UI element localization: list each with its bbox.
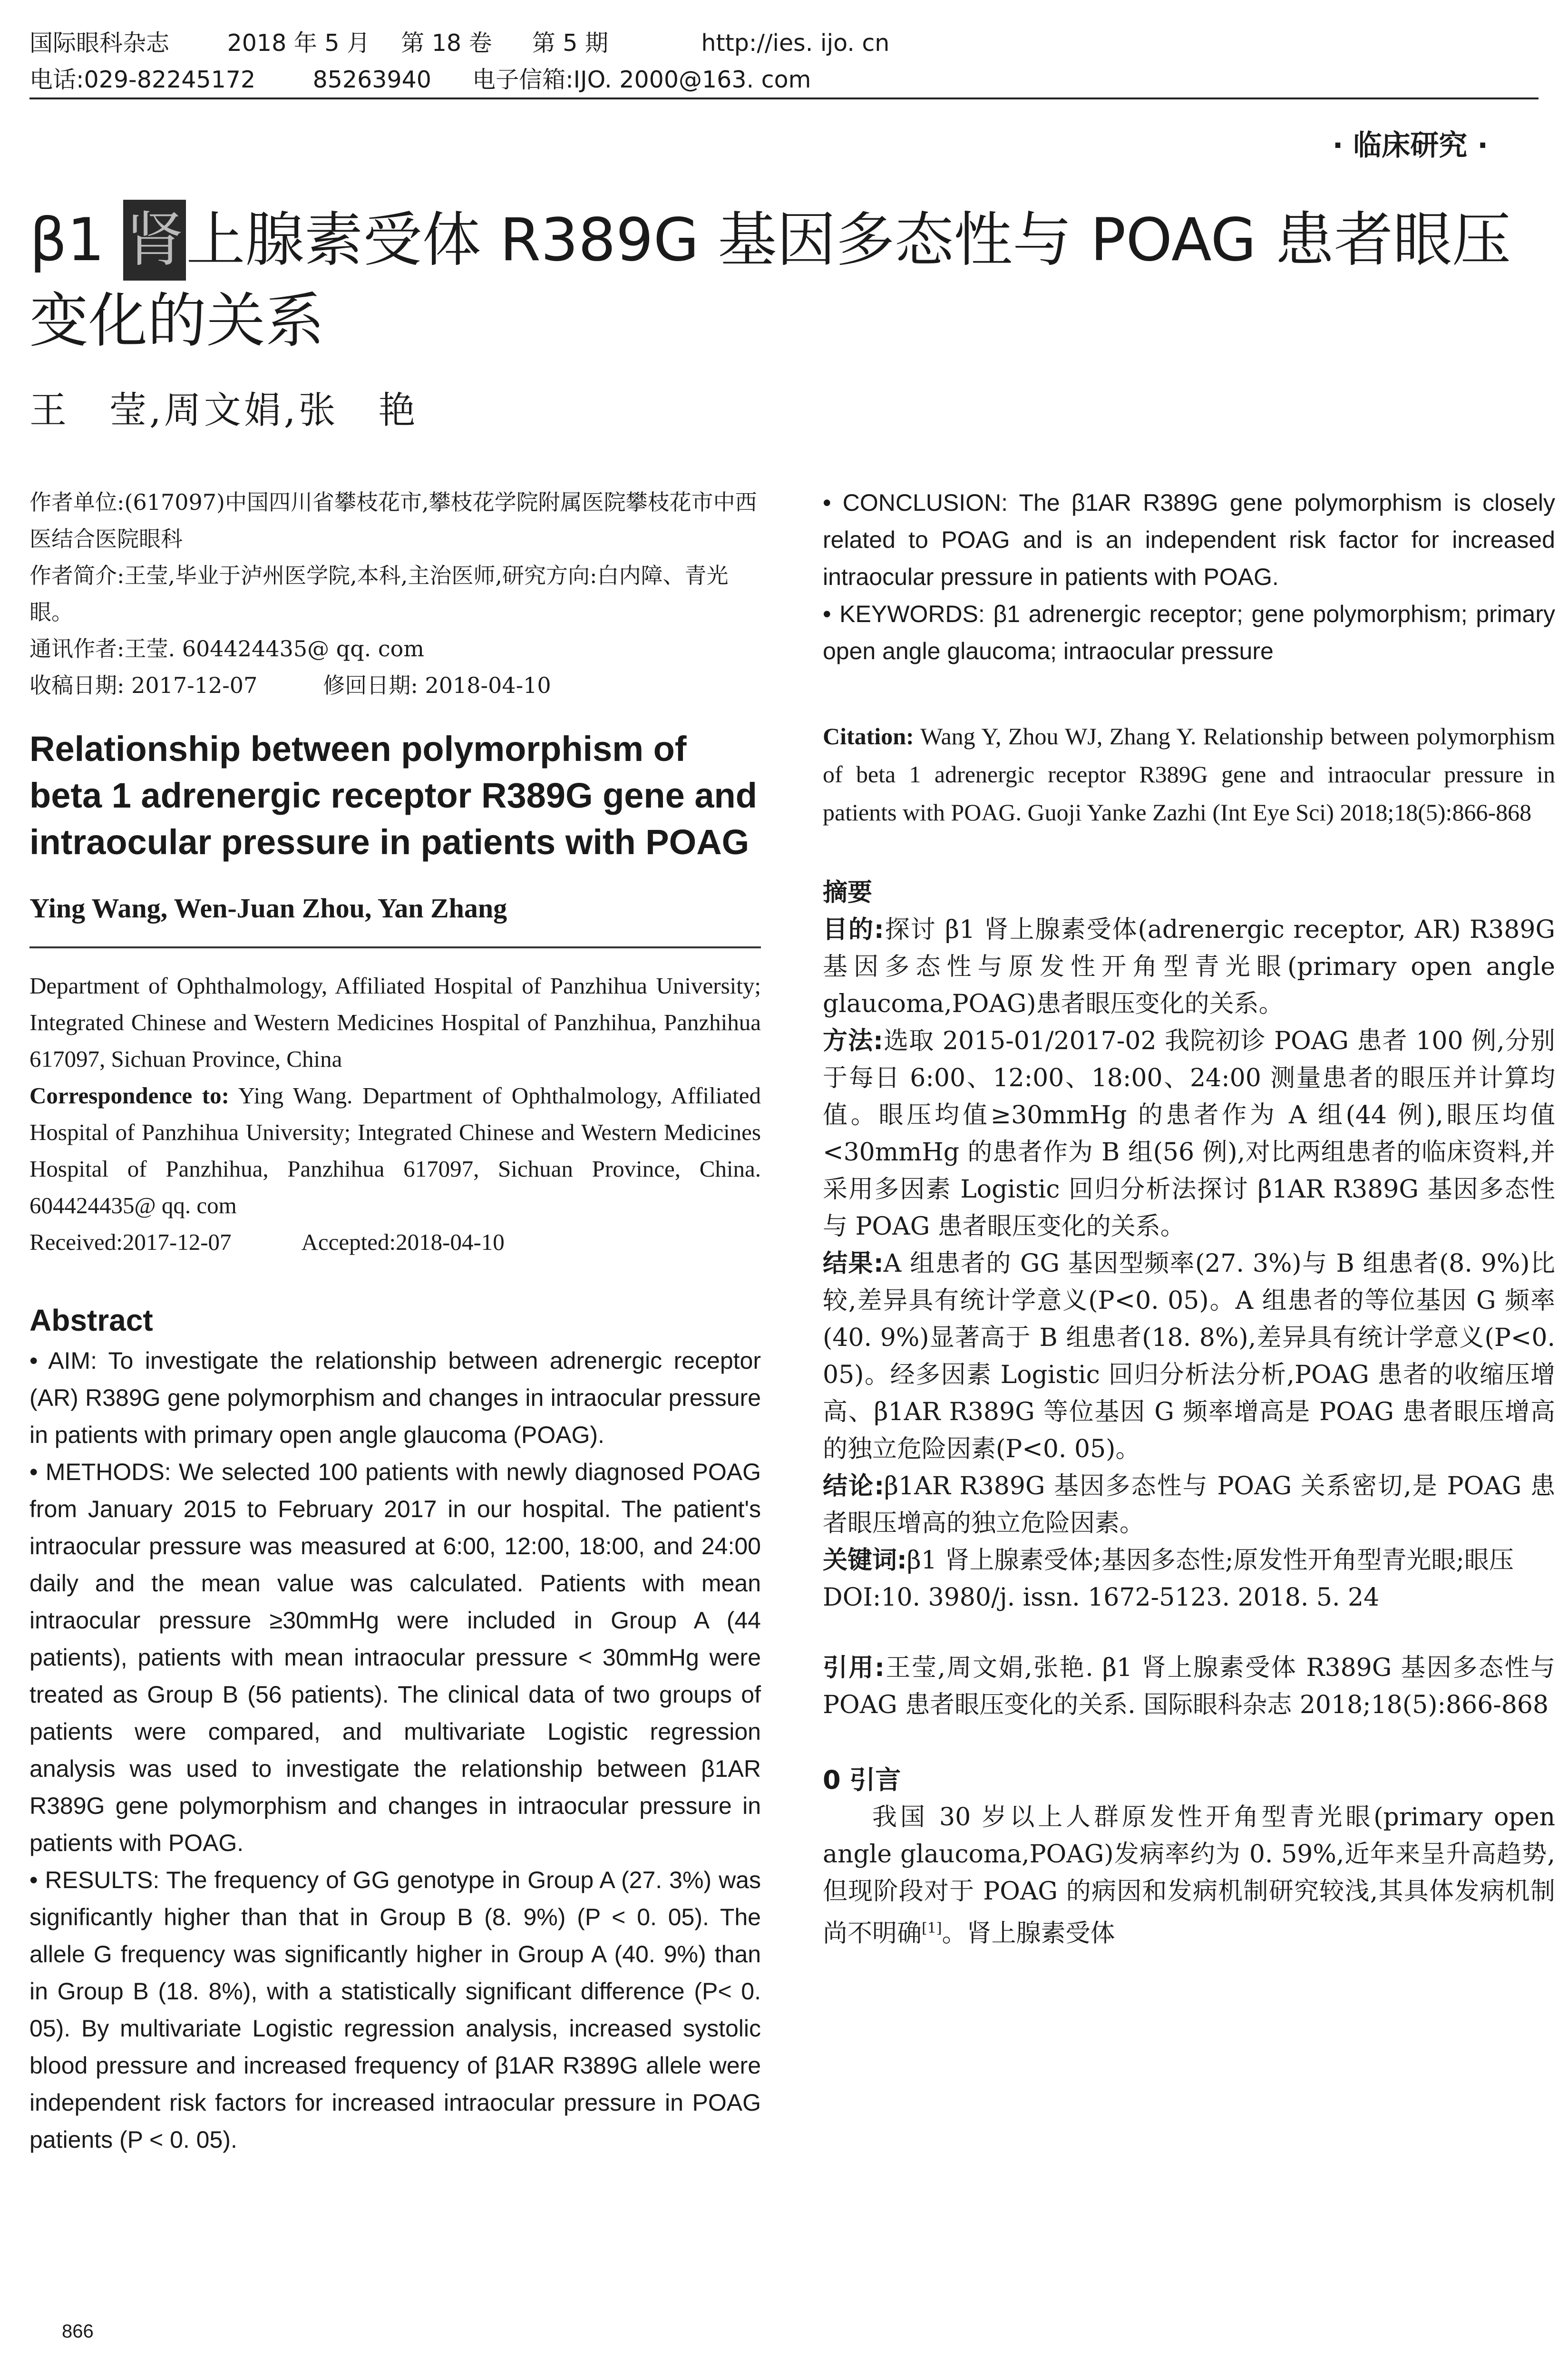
header-rule [29,97,1539,99]
correspondence-label: Correspondence to: [29,1082,229,1109]
right-column [823,484,1555,1952]
abstract-results: • RESULTS: The frequency of GG genotype in Group A (27. 3%) was significantly higher than that in Group B (8. 9%) (P < 0. 05). The allele G frequency was significantly higher in Group A (40. 9%) than in Group B (18. 8%), with a statistically significant difference (P< 0. 05). By multivariate Logistic regression analysis, increased systolic blood pressure and increased frequency of β1AR R389G allele were independent risk factors for increased intraocular pressure in POAG patients (P < 0. 05). [29,1867,761,2153]
intro-heading: 0 引言 [823,1765,901,1795]
intro-paragraph [823,1799,1555,1952]
affiliation-cn-corr: 通讯作者:王莹. 604424435@ qq. com [29,636,424,662]
cn-citation-label: 引用: [823,1654,885,1682]
citation [823,717,1555,831]
cn-conclusion [823,1468,1555,1542]
title-prefix: β1 [29,206,124,274]
affiliation-cn-unit: 作者单位:(617097)中国四川省攀枝花市,攀枝花学院附属医院攀枝花市中西医结合医院眼科 [29,489,757,552]
journal-name: 国际眼科杂志 [29,29,170,57]
left-column [29,484,761,2158]
affiliation-cn [29,484,761,704]
english-affiliation: Department of Ophthalmology, Affiliated Hospital of Panzhihua University; Integrated Chinese and Western Medicines Hospital of Panzhihua, Panzhihua 617097, Sichuan Province, China [29,973,761,1072]
intro-text-2: 。肾上腺素受体 [942,1919,1115,1948]
cn-keywords-label: 关键词: [823,1546,907,1575]
correspondence-text: Ying Wang. Department of Ophthalmology, Affiliated Hospital of Panzhihua University; Integrated Chinese and Western Medicines Hospital of Panzhihua, Panzhihua 617097, Sichuan Province, China. 604424435@ qq. com [29,1082,761,1218]
article-title [29,200,1542,361]
received-accepted: Received:2017-12-07 Accepted:2018-04-10 [29,1229,505,1255]
author-rule [29,946,761,948]
citation-label: Citation: [823,723,914,750]
doi[interactable]: DOI:10. 3980/j. issn. 1672-5123. 2018. 5. 24 [823,1583,1380,1612]
page-number: 866 [62,2321,94,2342]
correspondence [29,1077,761,1224]
cn-aim-text: 探讨 β1 肾上腺素受体(adrenergic receptor, AR) R389G 基因多态性与原发性开角型青光眼(primary open angle glaucoma,POAG)患者眼压变化的关系。 [823,916,1556,1018]
title-redacted-char: 肾 [123,200,186,281]
authors-cn: 王 莹,周文娟,张 艳 [29,389,419,432]
cn-abstract-heading: 摘要 [823,878,873,907]
phone2: 85263940 [312,66,431,93]
phone: 电话:029-82245172 [29,66,256,93]
cn-citation-text: 王莹,周文娟,张艳. β1 肾上腺素受体 R389G 基因多态性与 POAG 患者眼压变化的关系. 国际眼科杂志 2018;18(5):866-868 [823,1654,1556,1719]
reference-marker[interactable]: [1] [922,1920,942,1937]
cn-keywords [823,1542,1555,1579]
email[interactable]: 电子信箱:IJO. 2000@163. com [472,66,811,93]
abstract-aim: • AIM: To investigate the relationship between adrenergic receptor (AR) R389G gene polymorphism and changes in intraocular pressure in patients with primary open angle glaucoma (POAG). [29,1347,761,1448]
journal-url[interactable]: http://ies. ijo. cn [701,29,890,57]
affiliation-cn-bio: 作者简介:王莹,毕业于泸州医学院,本科,主治医师,研究方向:白内障、青光眼。 [29,563,729,625]
abstract-conclusion: • CONCLUSION: The β1AR R389G gene polymorphism is closely related to POAG and is an independent risk factor for increased intraocular pressure in patients with POAG. [823,489,1555,590]
cn-results [823,1245,1555,1468]
cn-conclusion-label: 结论: [823,1472,885,1500]
cn-aim-label: 目的: [823,916,884,944]
english-authors: Ying Wang, Wen-Juan Zhou, Yan Zhang [29,893,507,924]
abstract-keywords: • KEYWORDS: β1 adrenergic receptor; gene polymorphism; primary open angle glaucoma; intraocular pressure [823,601,1555,664]
title-rest: 上腺素受体 R389G 基因多态性与 POAG 患者眼压变化的关系 [29,206,1511,355]
issue: 第 5 期 [532,29,609,57]
cn-keywords-text: β1 肾上腺素受体;基因多态性;原发性开角型青光眼;眼压 [906,1546,1514,1575]
section-label: · 临床研究 · [1332,129,1488,162]
volume: 第 18 卷 [401,29,492,57]
cn-citation [823,1649,1555,1724]
english-title: Relationship between polymorphism of beta 1 adrenergic receptor R389G gene and intraocular pressure in patients with POAG [29,729,757,862]
issue-date: 2018 年 5 月 [227,29,370,57]
cn-methods-label: 方法: [823,1027,883,1055]
citation-text: Wang Y, Zhou WJ, Zhang Y. Relationship between polymorphism of beta 1 adrenergic receptor R389G gene and intraocular pressure in patients with POAG. Guoji Yanke Zazhi (Int Eye Sci) 2018;18(5):866-868 [823,723,1555,826]
cn-methods-text: 选取 2015-01/2017-02 我院初诊 POAG 患者 100 例,分别于每日 6:00、12:00、18:00、24:00 测量患者的眼压并计算均值。眼压均值≥30mmHg 的患者作为 A 组(44 例),眼压均值<30mmHg 的患者作为 B 组(56 例),对比两组患者的临床资料,并采用多因素 Logistic 回归分析法探讨 β1AR R389G 基因多态性与 POAG 患者眼压变化的关系。 [823,1027,1555,1241]
cn-results-label: 结果: [823,1249,884,1278]
cn-aim [823,911,1555,1023]
running-header [29,25,889,98]
cn-conclusion-text: β1AR R389G 基因多态性与 POAG 关系密切,是 POAG 患者眼压增高的独立危险因素。 [823,1472,1555,1538]
affiliation-cn-dates: 收稿日期: 2017-12-07 修回日期: 2018-04-10 [29,672,551,698]
intro-text: 我国 30 岁以上人群原发性开角型青光眼(primary open angle glaucoma,POAG)发病率约为 0. 59%,近年来呈升高趋势,但现阶段对于 POAG 的病因和发病机制研究较浅,其具体发病机制尚不明确 [823,1803,1555,1948]
cn-results-text: A 组患者的 GG 基因型频率(27. 3%)与 B 组患者(8. 9%)比较,差异具有统计学意义(P<0. 05)。A 组患者的等位基因 G 频率(40. 9%)显著高于 B 组患者(18. 8%),差异具有统计学意义(P<0. 05)。经多因素 Logistic 回归分析法分析,POAG 患者的收缩压增高、β1AR R389G 等位基因 G 频率增高是 POAG 患者眼压增高的独立危险因素(P<0. 05)。 [823,1249,1556,1463]
abstract-methods: • METHODS: We selected 100 patients with newly diagnosed POAG from January 2015 to February 2017 in our hospital. The patient's intraocular pressure was measured at 6:00, 12:00, 18:00, and 24:00 daily and the mean value was calculated. Patients with mean intraocular pressure ≥30mmHg were included in Group A (44 patients), patients with mean intraocular pressure < 30mmHg were treated as Group B (56 patients). The clinical data of two groups of patients were compared, and multivariate Logistic regression analysis was used to investigate the relationship between β1AR R389G gene polymorphism and changes in intraocular pressure in patients with POAG. [29,1459,761,1856]
cn-methods [823,1023,1555,1245]
abstract-heading: Abstract [29,1303,153,1337]
